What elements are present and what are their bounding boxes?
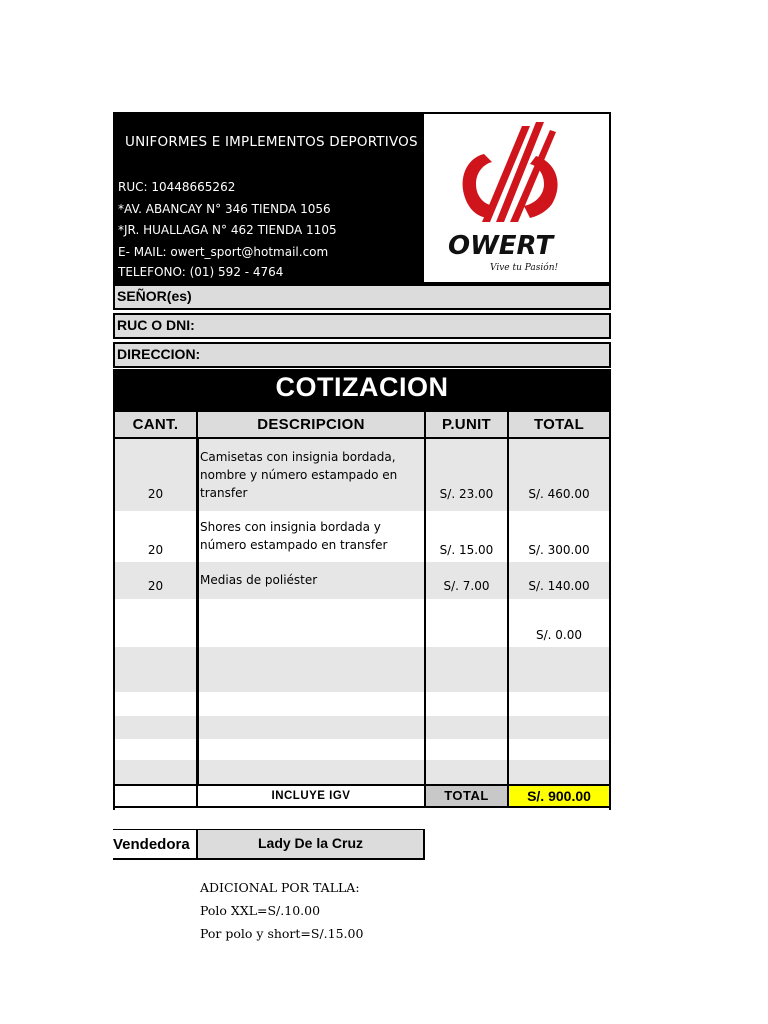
row-1-unit: S/. 23.00 (439, 487, 494, 501)
row-2-unit: S/. 15.00 (439, 543, 494, 557)
company-address-2: *JR. HUALLAGA N° 462 TIENDA 1105 (118, 223, 337, 237)
row-2-description: Shores con insignia bordada y número estampado en transfer (200, 520, 388, 552)
notes-line-1: Polo XXL=S/.10.00 (200, 903, 321, 918)
company-title: UNIFORMES E IMPLEMENTOS DEPORTIVOS (125, 134, 418, 150)
row-3-unit: S/. 7.00 (443, 579, 490, 593)
header-total: TOTAL (507, 410, 611, 439)
header-qty: CANT. (113, 410, 198, 439)
footer-total-value: S/. 900.00 (507, 784, 611, 808)
company-email: E- MAIL: owert_sport@hotmail.com (118, 245, 329, 259)
row-3-total: S/. 140.00 (528, 579, 590, 593)
logo-slogan: Vive tu Pasión! (490, 263, 559, 273)
owert-logo (424, 114, 609, 284)
company-address-1: *AV. ABANCAY N° 346 TIENDA 1056 (118, 202, 331, 216)
row-3-description: Medias de poliéster (200, 573, 318, 587)
client-ruc-field (113, 313, 611, 339)
client-ruc-label: RUC O DNI: (117, 317, 195, 333)
footer-igv-note: INCLUYE IGV (196, 784, 426, 808)
footer-empty-cell (113, 784, 198, 808)
row-2-total: S/. 300.00 (528, 543, 590, 557)
logo-brand: OWERT (448, 231, 554, 261)
company-phone: TELEFONO: (01) 592 - 4764 (118, 265, 284, 279)
row-1-qty: 20 (147, 487, 164, 501)
client-address-label: DIRECCION: (117, 346, 201, 362)
seller-name: Lady De la Cruz (196, 829, 425, 860)
row-1-description: Camisetas con insignia bordada, nombre y número estampado en transfer (200, 450, 398, 500)
table-border-left (113, 410, 115, 810)
seller-border-bottom (113, 858, 425, 860)
column-divider (196, 439, 199, 784)
company-header (113, 112, 424, 284)
client-name-label: SEÑOR(es) (117, 288, 192, 304)
company-ruc: RUC: 10448665262 (118, 180, 236, 194)
header-unit-price: P.UNIT (424, 410, 509, 439)
row-band (115, 647, 609, 692)
row-band (115, 716, 609, 739)
logo-box (424, 112, 611, 284)
footer-total-label: TOTAL (424, 784, 509, 808)
notes-line-2: Por polo y short=S/.15.00 (200, 926, 364, 941)
notes-title: ADICIONAL POR TALLA: (200, 880, 360, 895)
header-description: DESCRIPCION (196, 410, 426, 439)
table-border-right (609, 410, 611, 810)
client-name-field (113, 284, 611, 310)
row-1-total: S/. 460.00 (528, 487, 590, 501)
client-address-field (113, 342, 611, 368)
row-3-qty: 20 (147, 579, 164, 593)
row-4-total: S/. 0.00 (535, 628, 582, 642)
row-band (115, 760, 609, 784)
page-title: COTIZACION (113, 369, 611, 410)
seller-label: Vendedora (113, 836, 190, 853)
row-2-qty: 20 (147, 543, 164, 557)
